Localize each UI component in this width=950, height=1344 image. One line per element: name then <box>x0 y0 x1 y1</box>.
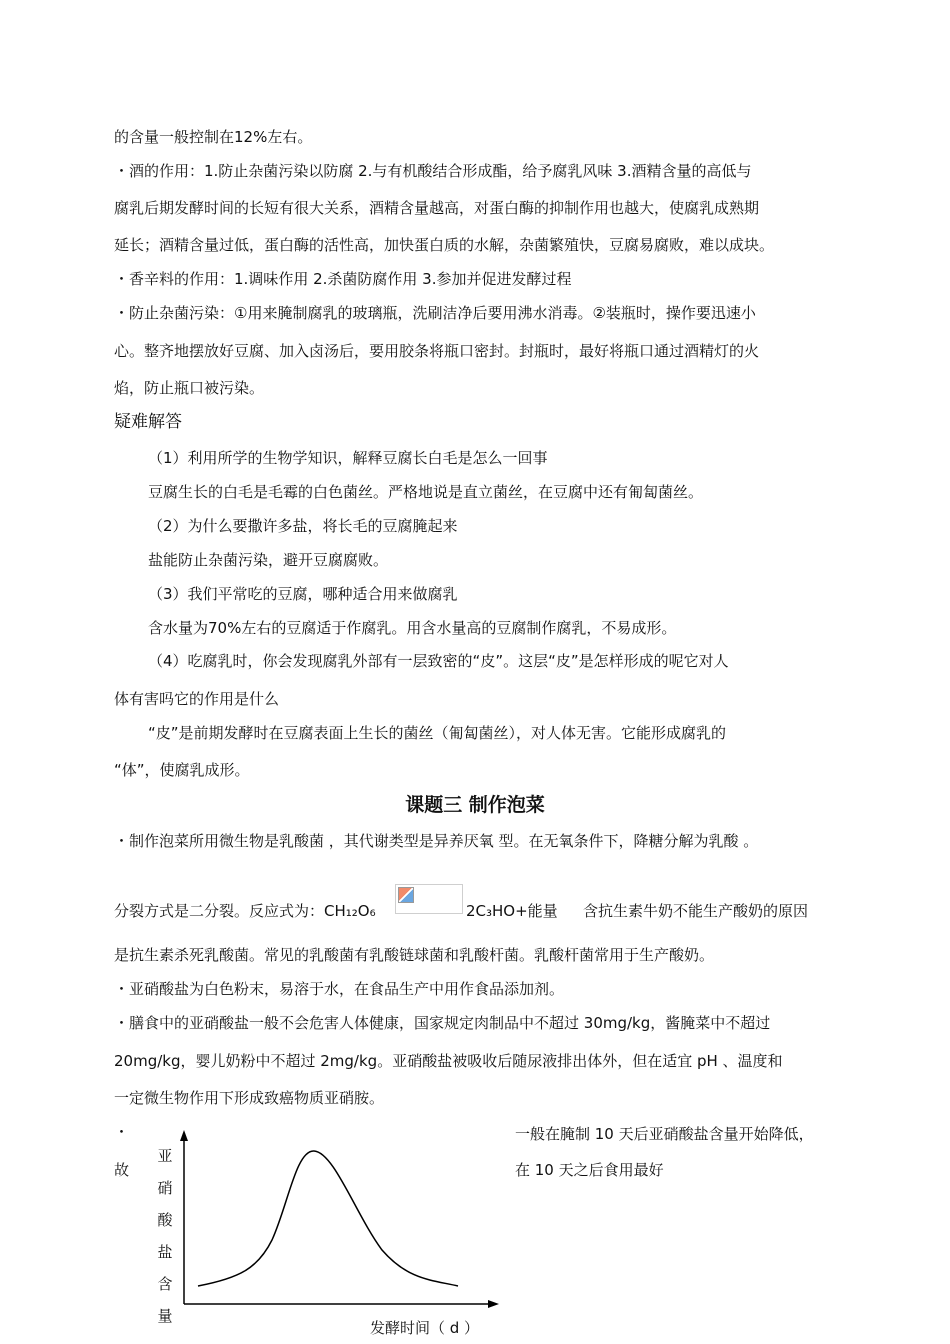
question-line: （1）利用所学的生物学知识，解释豆腐长白毛是怎么一回事 <box>148 449 548 467</box>
y-axis-label-char: 酸 <box>157 1211 173 1229</box>
bullet-mark: ・ <box>114 1123 130 1141</box>
paragraph-line: ・香辛料的作用：1.调味作用 2.杀菌防腐作用 3.参加并促进发酵过程 <box>114 270 572 288</box>
paragraph-line: 焰，防止瓶口被污染。 <box>114 379 265 397</box>
answer-line: 盐能防止杂菌污染，避开豆腐腐败。 <box>148 551 389 569</box>
paragraph-line: ・亚硝酸盐为白色粉末，易溶于水，在食品生产中用作食品添加剂。 <box>114 980 565 998</box>
y-axis-label-char: 量 <box>157 1307 173 1325</box>
answer-line-continued: “体”，使腐乳成形。 <box>114 761 250 779</box>
paragraph-line: 的含量一般控制在12%左右。 <box>114 128 313 146</box>
paragraph-line: 延长；酒精含量过低，蛋白酶的活性高，加快蛋白质的水解，杂菌繁殖快，豆腐易腐败，难以成块。 <box>114 236 775 254</box>
answer-line: 豆腐生长的白毛是毛霉的白色菌丝。严格地说是直立菌丝，在豆腐中还有匍匐菌丝。 <box>148 483 704 501</box>
nitrite-curve <box>198 1151 458 1286</box>
equation-product: 2C₃HO+能量 <box>466 902 558 920</box>
x-axis-arrow <box>488 1300 499 1308</box>
answer-line: “皮”是前期发酵时在豆腐表面上生长的菌丝（匍匐菌丝），对人体无害。它能形成腐乳的 <box>148 724 727 742</box>
paragraph-line: 一般在腌制 10 天后亚硝酸盐含量开始降低， <box>515 1125 814 1143</box>
y-axis-label-char: 含 <box>157 1275 173 1293</box>
question-line: （2）为什么要撒许多盐，将长毛的豆腐腌起来 <box>148 517 458 535</box>
paragraph-line: ・制作泡菜所用微生物是乳酸菌 ，其代谢类型是异养厌氧 型。在无氧条件下，降糖分解为乳酸 。 <box>114 832 759 850</box>
answer-line: 含水量为70%左右的豆腐适于作腐乳。用含水量高的豆腐制作腐乳，不易成形。 <box>148 619 677 637</box>
x-axis-label: 发酵时间（ d ） <box>370 1319 480 1337</box>
paragraph-line: ・酒的作用：1.防止杂菌污染以防腐 2.与有机酸结合形成酯，给予腐乳风味 3.酒精含量的高低与 <box>114 162 752 180</box>
paragraph-line: 是抗生素杀死乳酸菌。常见的乳酸菌有乳酸链球菌和乳酸杆菌。乳酸杆菌常用于生产酸奶。 <box>114 946 715 964</box>
y-axis-label-char: 盐 <box>157 1243 173 1261</box>
section-heading: 疑难解答 <box>114 412 182 432</box>
paragraph-fragment: 故 <box>114 1161 130 1179</box>
paragraph-line: 20mg/kg，婴儿奶粉中不超过 2mg/kg。亚硝酸盐被吸收后随尿液排出体外，但在适宜 pH 、温度和 <box>114 1052 783 1070</box>
paragraph-line: 心。整齐地摆放好豆腐、加入卤汤后，要用胶条将瓶口密封。封瓶时，最好将瓶口通过酒精灯的火 <box>114 342 760 360</box>
question-line: （3）我们平常吃的豆腐，哪种适合用来做腐乳 <box>148 585 458 603</box>
y-axis-arrow <box>180 1130 188 1141</box>
paragraph-line: 含抗生素牛奶不能生产酸奶的原因 <box>583 902 809 920</box>
y-axis-label-char: 亚 <box>157 1147 173 1165</box>
question-line: （4）吃腐乳时，你会发现腐乳外部有一层致密的“皮”。这层“皮”是怎样形成的呢它对人 <box>148 652 729 670</box>
y-axis-label-char: 硝 <box>157 1179 173 1197</box>
paragraph-line: 在 10 天之后食用最好 <box>515 1161 664 1179</box>
question-line-continued: 体有害吗它的作用是什么 <box>114 690 280 708</box>
section-title: 课题三 制作泡菜 <box>405 794 545 816</box>
paragraph-line: 分裂方式是二分裂。反应式为：CH₁₂O₆ <box>114 902 376 920</box>
paragraph-line: ・膳食中的亚硝酸盐一般不会危害人体健康，国家规定肉制品中不超过 30mg/kg，酱腌菜中不超过 <box>114 1014 771 1032</box>
paragraph-line: ・防止杂菌污染：①用来腌制腐乳的玻璃瓶，洗刷洁净后要用沸水消毒。②装瓶时，操作要迅速小 <box>114 304 756 322</box>
paragraph-line: 一定微生物作用下形成致癌物质亚硝胺。 <box>114 1089 385 1107</box>
paragraph-line: 腐乳后期发酵时间的长短有很大关系，酒精含量越高，对蛋白酶的抑制作用也越大，使腐乳成熟期 <box>114 199 760 217</box>
